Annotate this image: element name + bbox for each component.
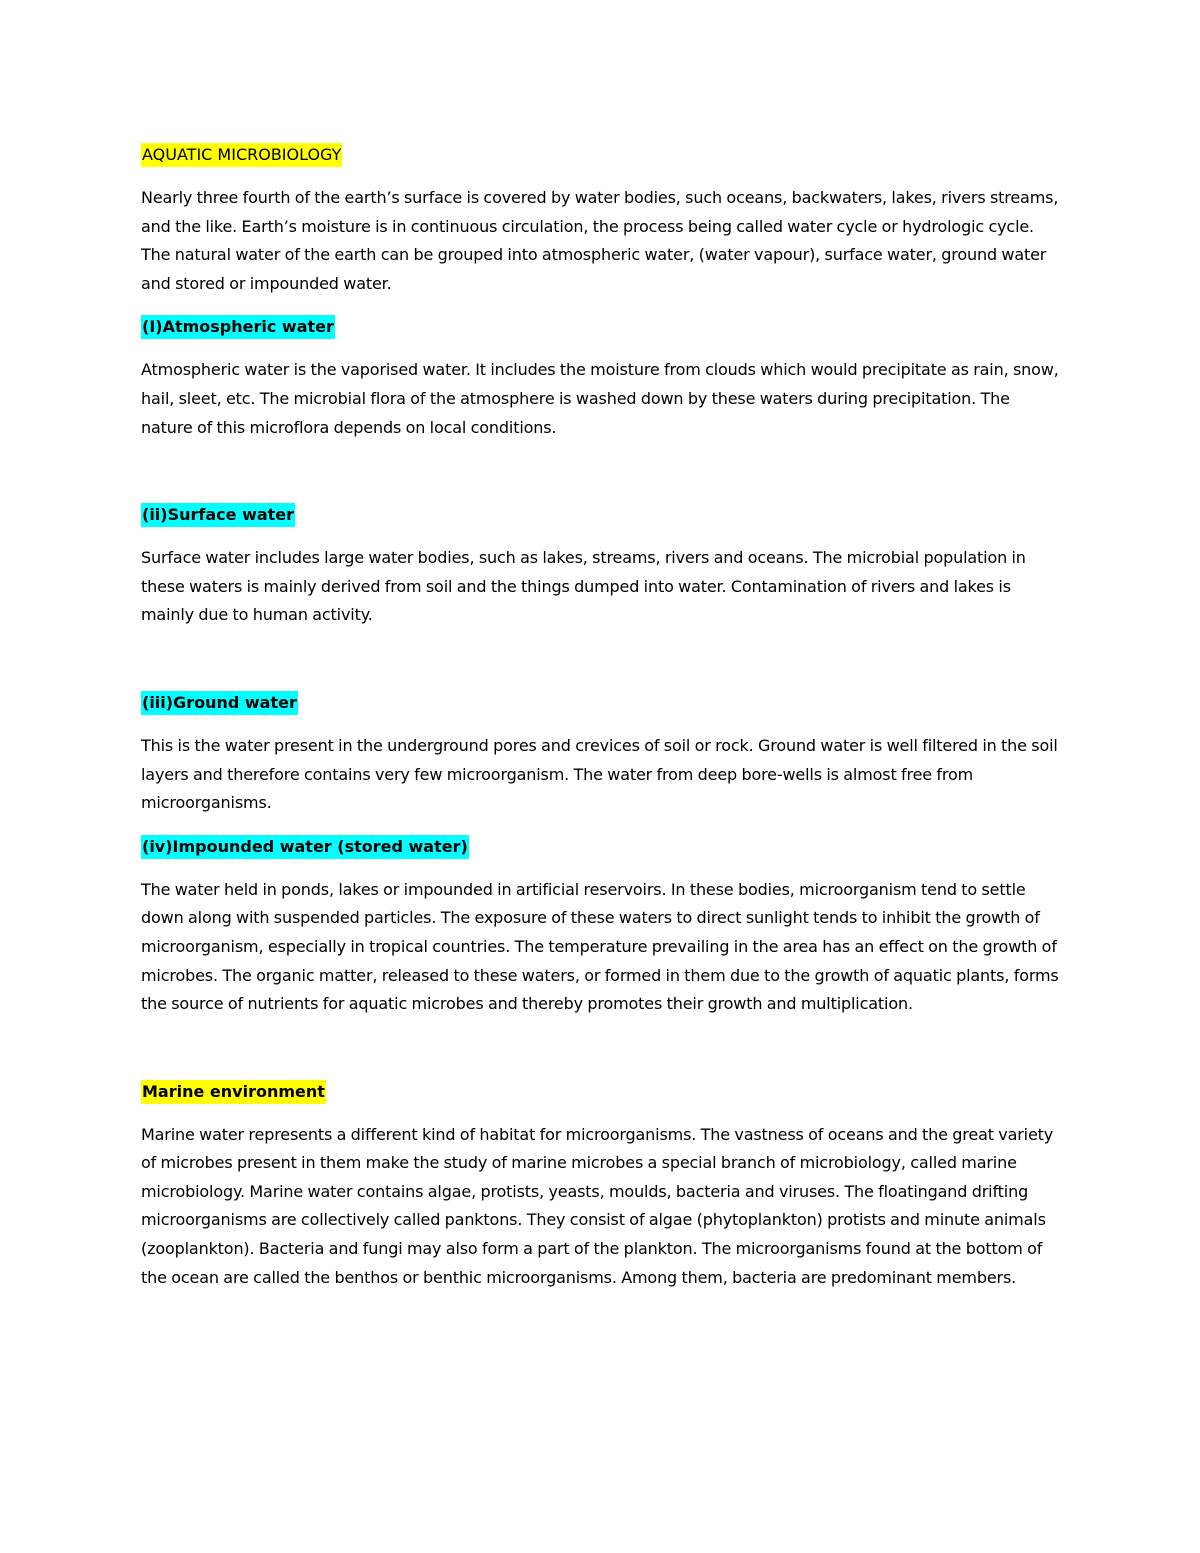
section-heading-marine: Marine environment — [141, 1080, 326, 1104]
intro-paragraph: Nearly three fourth of the earth’s surface is covered by water bodies, such oceans, backwaters, lakes, rivers streams, and the like. Earth’s moisture is in continuous circulation, the process being called water cycle or hydrologic cycle. The natural water of the earth can be grouped into atmospheric water, (water vapour), surface water, ground water and stored or impounded water. — [141, 188, 1059, 293]
section-heading-surface: (ii)Surface water — [141, 503, 295, 527]
section-heading-line-atmospheric — [141, 312, 1061, 342]
section-heading-atmospheric: (I)Atmospheric water — [141, 315, 335, 339]
section-body-ground: This is the water present in the underground pores and crevices of soil or rock. Ground water is well filtered in the soil layers and therefore contains very few microorganism. The water from deep bore-wells is almost free from microorganisms. — [141, 735, 1058, 813]
section-body-marine: Marine water represents a different kind of habitat for microorganisms. The vastness of oceans and the great variety of microbes present in them make the study of marine microbes a special branch of microbiology, called marine microbiology. Marine water contains algae, protists, yeasts, moulds, bacteria and viruses. The floatingand drifting microorganisms are collectively called panktons. They consist of algae (phytoplankton) protists and minute animals (zooplankton). Bacteria and fungi may also form a part of the plankton. The microorganisms found at the bottom of the ocean are called the benthos or benthic microorganisms. Among them, bacteria are predominant members. — [141, 1124, 1054, 1287]
section-heading-line-ground — [141, 688, 1061, 718]
section-heading-line-surface — [141, 500, 1061, 530]
section-heading-line-marine — [141, 1077, 1061, 1107]
section-heading-ground: (iii)Ground water — [141, 691, 298, 715]
section-heading-impounded: (iv)Impounded water (stored water) — [141, 835, 469, 859]
document-body — [141, 140, 1061, 1292]
document-title-line — [141, 140, 1061, 170]
section-body-impounded: The water held in ponds, lakes or impounded in artificial reservoirs. In these bodies, microorganism tend to settle down along with suspended particles. The exposure of these waters to direct sunlight tends to inhibit the growth of microorganism, especially in tropical countries. The temperature prevailing in the area has an effect on the growth of microbes. The organic matter, released to these waters, or formed in them due to the growth of aquatic plants, forms the source of nutrients for aquatic microbes and thereby promotes their growth and multiplication. — [141, 879, 1059, 1014]
section-heading-line-impounded — [141, 832, 1061, 862]
section-body-atmospheric: Atmospheric water is the vaporised water. It includes the moisture from clouds which would precipitate as rain, snow, hail, sleet, etc. The microbial flora of the atmosphere is washed down by these waters during precipitation. The nature of this microflora depends on local conditions. — [141, 360, 1059, 437]
section-body-surface: Surface water includes large water bodies, such as lakes, streams, rivers and oceans. The microbial population in these waters is mainly derived from soil and the things dumped into water. Contamination of rivers and lakes is mainly due to human activity. — [141, 548, 1026, 625]
document-title: AQUATIC MICROBIOLOGY — [141, 143, 342, 167]
